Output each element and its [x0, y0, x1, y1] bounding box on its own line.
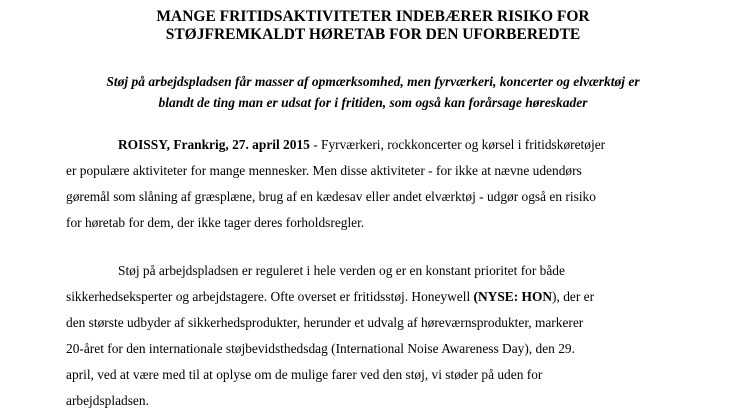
paragraph-1-line-3: gøremål som slåning af græsplæne, brug af en kædesav eller andet elværktøj - udgør også en risiko — [66, 189, 596, 204]
paragraph-2-line-5: april, ved at være med til at oplyse om de mulige farer ved den støj, vi støder på uden for — [66, 367, 543, 382]
headline-line-2: STØJFREMKALDT HØRETAB FOR DEN UFORBEREDTE — [165, 26, 581, 43]
paragraph-2-line-2 — [66, 288, 594, 306]
paragraph-2-line-2-rest: ), der er — [552, 289, 595, 304]
headline-line-1: MANGE FRITIDSAKTIVITETER INDEBÆRER RISIKO FOR — [156, 8, 590, 25]
paragraph-1-line-1-text: - Fyrværkeri, rockkoncerter og kørsel i fritidskøretøjer — [309, 137, 606, 152]
paragraph-2-line-3: den største udbyder af sikkerhedsprodukter, herunder et udvalg af høreværnsprodukter, markerer — [66, 315, 584, 330]
paragraph-2-line-4: 20-året for den internationale støjbevidsthedsdag (International Noise Awareness Day), den 29. — [66, 341, 575, 356]
paragraph-2-line-6: arbejdspladsen. — [66, 393, 149, 408]
subheadline-line-1: Støj på arbejdspladsen får masser af opmærksomhed, men fyrværkeri, koncerter og elværktøj er — [106, 74, 640, 89]
dateline: ROISSY, Frankrig, 27. april 2015 — [118, 137, 310, 152]
stock-ticker: (NYSE: HON — [473, 289, 553, 304]
paragraph-2-line-1: Støj på arbejdspladsen er reguleret i hele verden og er en konstant prioritet for både — [118, 263, 565, 278]
paragraph-1-line-2: er populære aktiviteter for mange mennesker. Men disse aktiviteter - for ikke at nævne udendørs — [66, 163, 582, 178]
paragraph-2-line-2-text: sikkerhedseksperter og arbejdstagere. Ofte overset er fritidsstøj. Honeywell — [66, 289, 474, 304]
subheadline-line-2: blandt de ting man er udsat for i fritiden, som også kan forårsage høreskader — [158, 95, 588, 110]
paragraph-1-line-1 — [118, 136, 605, 154]
paragraph-1-line-4: for høretab for dem, der ikke tager deres forholdsregler. — [66, 215, 365, 230]
